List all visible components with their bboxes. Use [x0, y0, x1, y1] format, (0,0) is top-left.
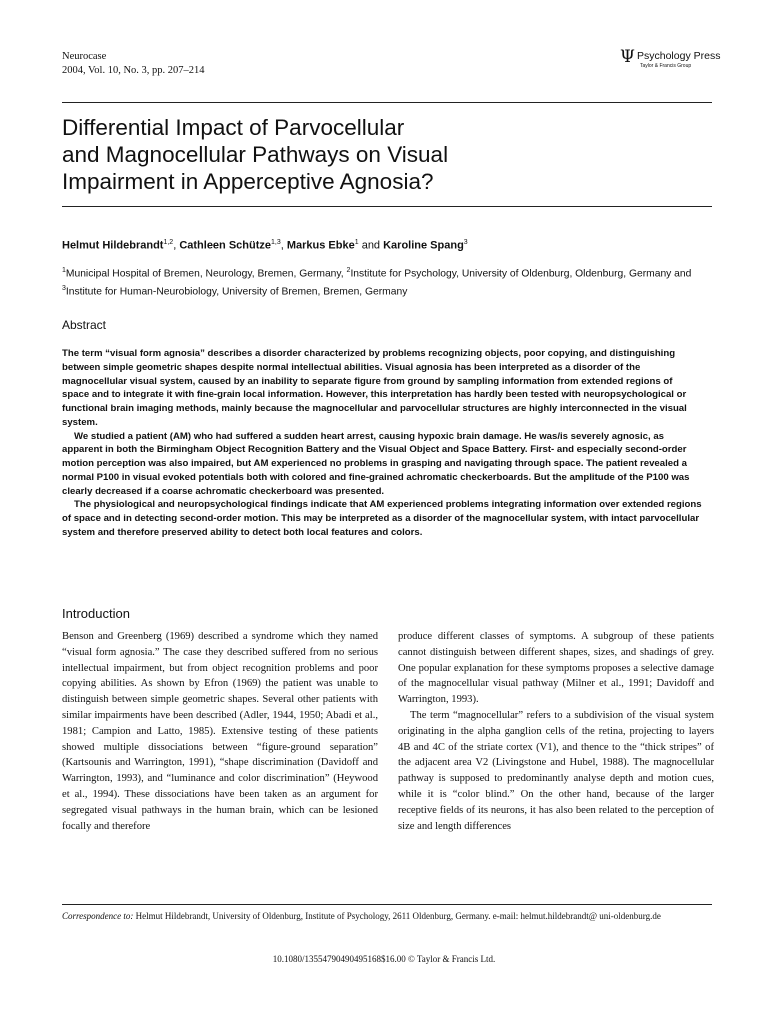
journal-name: Neurocase	[62, 51, 107, 62]
affil-mark: 1	[62, 267, 66, 274]
author-affil-mark: 1,2	[163, 239, 174, 246]
author-affil-mark: 1,3	[271, 239, 281, 246]
footnote-rule	[62, 904, 712, 905]
author-separator: and	[358, 239, 384, 252]
top-rule	[62, 102, 712, 103]
body-column-right	[398, 629, 714, 834]
publisher-subtitle: Taylor & Francis Group	[640, 63, 692, 69]
author-list	[62, 239, 468, 252]
author-affil-mark: 1	[354, 239, 359, 246]
psi-logo-icon: Ψ	[620, 47, 635, 67]
journal-info	[62, 50, 205, 78]
author-separator: ,	[280, 239, 287, 252]
affiliations	[62, 263, 712, 300]
author-name: Markus Ebke	[286, 239, 355, 252]
abstract-paragraph: The term “visual form agnosia” describes a disorder characterized by problems recognizing objects, poor copying, and distinguishing between simple geometric shapes despite normal intellectual abilities. Visual agnosia has been interpreted as a disorder of the magnocellular visual system, caused by an inability to separate figure from ground by sampling information from extended regions of space and to integrate it with fine-grain local information. However, this interpretation has hardly been tested with neuropsychological or functional brain imaging methods, mainly because the magnocellular and parvocellular structures are highly interconnected in the visual system.	[62, 348, 687, 428]
affil-text: Institute for Human-Neurobiology, University of Bremen, Bremen, Germany	[65, 286, 408, 298]
affil-mark: 2	[346, 267, 351, 274]
abstract-heading: Abstract	[62, 318, 107, 332]
author-name: Cathleen Schütze	[179, 239, 271, 252]
journal-citation: 2004, Vol. 10, No. 3, pp. 207–214	[62, 65, 205, 76]
author-separator: ,	[173, 239, 180, 252]
abstract-paragraph: The physiological and neuropsychological findings indicate that AM experienced problems integrating information over extended regions of space and in detecting second-order motion. This may be interpreted as a disorder of the magnocellular system, with intact parvocellular system and therefore preserved ability to detect both local features and colors.	[62, 499, 702, 538]
body-paragraph: Benson and Greenberg (1969) described a syndrome which they named “visual form agnosia.” The case they described suffered from no serious intellectual impairment, but from object recognition problems and poor copying abilities. As shown by Efron (1969) the patient was unable to distinguish between simple geometric shapes. Several other patients with similar impairments have been described (Adler, 1944, 1950; Abadi et al., 1981; Campion and Latto, 1985). Extensive testing of these patients showed multiple dissociations between “figure-ground separation” (Kartsounis and Warrington, 1991), “shape discrimination (Davidoff and Warrington, 1993), and “luminance and color discrimination” (Heywood et al., 1994). These dissociations have been taken as an argument for segregated visual pathways in the human brain, which can be lesioned focally and therefore	[62, 631, 378, 832]
abstract-body	[62, 347, 702, 540]
title-line: Impairment in Apperceptive Agnosia?	[62, 169, 434, 194]
correspondence-footnote	[62, 910, 712, 923]
author-affil-mark: 3	[463, 239, 468, 246]
affil-text: Institute for Psychology, University of Oldenburg, Oldenburg, Germany and	[350, 268, 692, 280]
doi-line: 10.1080/13554790490495168$16.00 © Taylor & Francis Ltd.	[272, 954, 496, 964]
body-paragraph: produce different classes of symptoms. A subgroup of these patients cannot distinguish between different shapes, sizes, and shadings of grey. One popular explanation for these symptoms proposes a selective damage of the magnocellular visual pathway (Milner et al., 1991; Davidoff and Warrington, 1993).	[398, 631, 714, 706]
title-line: Differential Impact of Parvocellular	[62, 115, 405, 140]
abstract-paragraph: We studied a patient (AM) who had suffered a sudden heart arrest, causing hypoxic brain damage. He was/is severely agnosic, as apparent in both the Birmingham Object Recognition Battery and the Visual Object and Space Battery. First- and especially second-order motion perception was also impaired, but AM experienced no problems in grasping and navigating through space. The patient revealed a normal P100 in visual evoked potentials both with colored and fine-grained achromatic checkerboards. But the amplitude of the P100 was clearly decreased if a coarse achromatic checkerboard was presented.	[62, 430, 690, 497]
footnote-lead: Correspondence to:	[62, 911, 134, 921]
article-title	[62, 114, 702, 195]
title-line: and Magnocellular Pathways on Visual	[62, 142, 449, 167]
affil-text: Municipal Hospital of Bremen, Neurology, Bremen, Germany,	[65, 268, 347, 280]
author-name: Helmut Hildebrandt	[62, 239, 164, 252]
introduction-heading: Introduction	[62, 606, 130, 621]
body-paragraph: The term “magnocellular” refers to a subdivision of the visual system originating in the alpha ganglion cells of the retina, projecting to layers 4B and 4C of the striate cortex (V1), and thence to the “thick stripes” of the adjacent area V2 (Livingstone and Hubel, 1988). The magnocellular pathway is supposed to predominantly analyse depth and motion cues, while it is “color blind.” On the other hand, because of the larger receptive fields of its neurons, it has also been related to the perception of size and length differences	[398, 709, 714, 832]
title-rule	[62, 206, 712, 207]
footnote-text: Helmut Hildebrandt, University of Oldenburg, Institute of Psychology, 2611 Oldenburg, Germany. e-mail: helmut.hildebrandt@ uni-oldenburg.de	[133, 911, 661, 921]
affil-mark: 3	[62, 285, 66, 293]
author-name: Karoline Spang	[383, 239, 464, 252]
publisher-name: Psychology Press	[637, 50, 721, 62]
body-column-left	[62, 629, 378, 834]
